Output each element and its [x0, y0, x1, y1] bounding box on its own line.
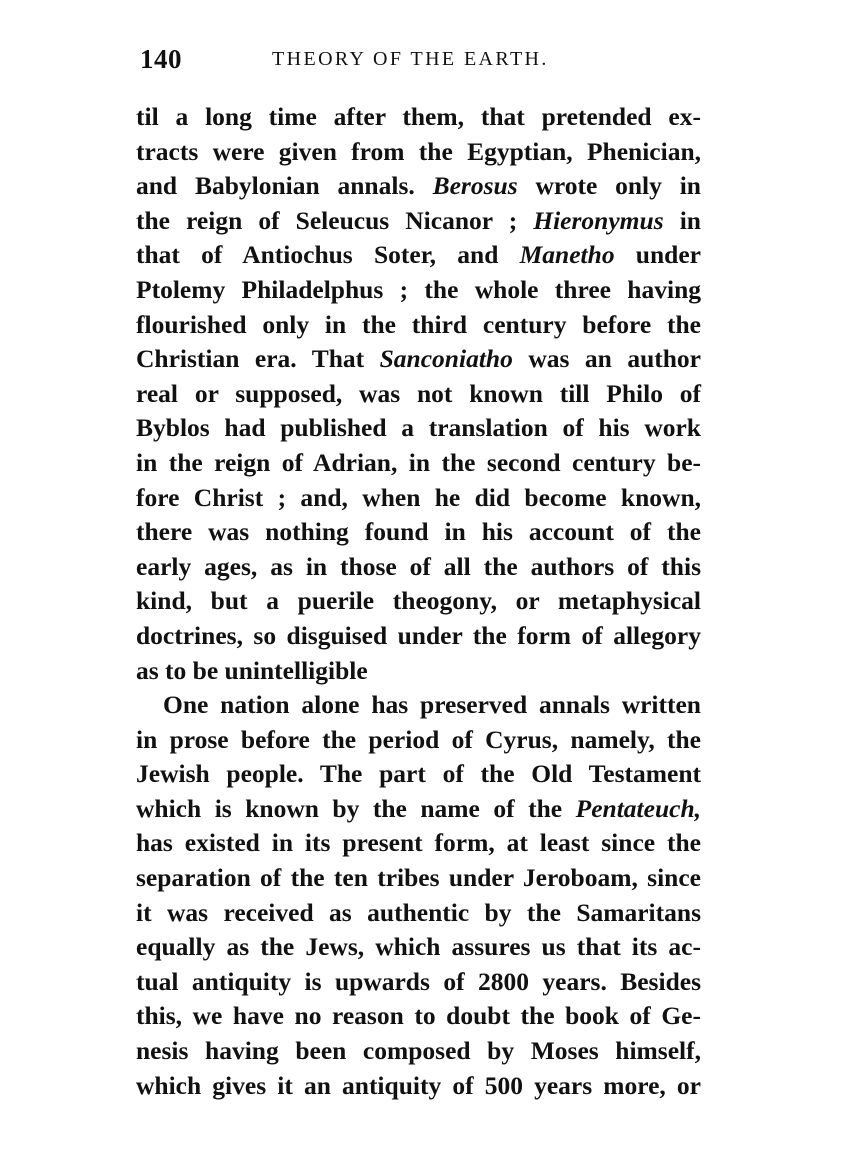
body-text [136, 100, 701, 1103]
text-line [136, 896, 701, 931]
text-run: as to be unintelligible [136, 655, 368, 685]
text-run: tracts were given from the Egyptian, Phenician, [136, 136, 701, 166]
text-line [136, 411, 701, 446]
text-line [136, 342, 701, 377]
text-line [136, 1034, 701, 1069]
italic-name: Pentateuch, [575, 793, 701, 823]
text-run: kind, but a puerile theogony, or metaphysical [136, 586, 701, 616]
text-line [136, 238, 701, 273]
text-run: it was received as authentic by the Samaritans [136, 897, 701, 927]
text-run: til a long time after them, that pretended ex- [136, 102, 701, 131]
text-run: doctrines, so disguised under the form of allegory [136, 620, 701, 650]
text-run: equally as the Jews, which assures us that its ac- [136, 932, 701, 962]
text-line [136, 481, 701, 516]
text-line [136, 515, 701, 550]
running-title: THEORY OF THE EARTH. [272, 48, 549, 70]
text-run: which is known by the name of the [136, 793, 576, 823]
page-number: 140 [140, 44, 182, 74]
text-run: and Babylonian annals. [136, 171, 433, 201]
text-run: has existed in its present form, at least since the [136, 828, 701, 858]
text-run: Ptolemy Philadelphus ; the whole three having [136, 274, 701, 304]
text-run: wrote only in [517, 171, 701, 201]
text-line [136, 965, 701, 1000]
text-run: was an author [512, 344, 701, 374]
text-run: which gives it an antiquity of 500 years more, or [136, 1070, 701, 1100]
text-line [136, 273, 701, 308]
text-run: the reign of Seleucus Nicanor ; [136, 205, 534, 235]
text-line [136, 100, 701, 135]
text-run: tual antiquity is upwards of 2800 years. Besides [136, 966, 701, 996]
text-run: this, we have no reason to doubt the book of Ge- [136, 1001, 701, 1031]
text-run: flourished only in the third century before the [136, 309, 701, 339]
text-line [136, 308, 701, 343]
text-line [136, 204, 701, 239]
text-run: real or supposed, was not known till Philo of [136, 378, 701, 408]
text-line [136, 930, 701, 965]
italic-name: Sanconiatho [379, 344, 513, 374]
text-line [136, 826, 701, 861]
text-run: in [663, 205, 701, 235]
running-head [140, 44, 700, 78]
text-line [136, 688, 701, 723]
text-run: in prose before the period of Cyrus, namely, the [136, 724, 701, 754]
text-line [136, 584, 701, 619]
text-line [136, 1069, 701, 1104]
text-run: Byblos had published a translation of his work [136, 413, 701, 443]
text-run: early ages, as in those of all the authors of this [136, 551, 701, 581]
text-line [136, 135, 701, 170]
text-line [136, 446, 701, 481]
text-run: nesis having been composed by Moses himself, [136, 1036, 701, 1066]
italic-name: Manetho [519, 240, 615, 270]
text-run: there was nothing found in his account of the [136, 517, 701, 547]
text-line [136, 723, 701, 758]
text-line [136, 999, 701, 1034]
text-line [136, 792, 701, 827]
text-line [136, 757, 701, 792]
italic-name: Berosus [432, 171, 518, 201]
text-run: fore Christ ; and, when he did become known, [136, 482, 701, 512]
text-line [136, 654, 701, 689]
text-run: that of Antiochus Soter, and [136, 240, 520, 270]
text-run: Christian era. That [136, 344, 380, 374]
text-run: Jewish people. The part of the Old Testament [136, 759, 701, 789]
text-line [136, 169, 701, 204]
text-line [136, 550, 701, 585]
text-run: One nation alone has preserved annals written [163, 690, 701, 720]
text-run: in the reign of Adrian, in the second century be- [136, 447, 701, 477]
italic-name: Hieronymus [533, 205, 664, 235]
text-line [136, 377, 701, 412]
text-run: under [614, 240, 701, 270]
text-run: separation of the ten tribes under Jeroboam, since [136, 863, 701, 893]
text-line [136, 861, 701, 896]
text-line [136, 619, 701, 654]
